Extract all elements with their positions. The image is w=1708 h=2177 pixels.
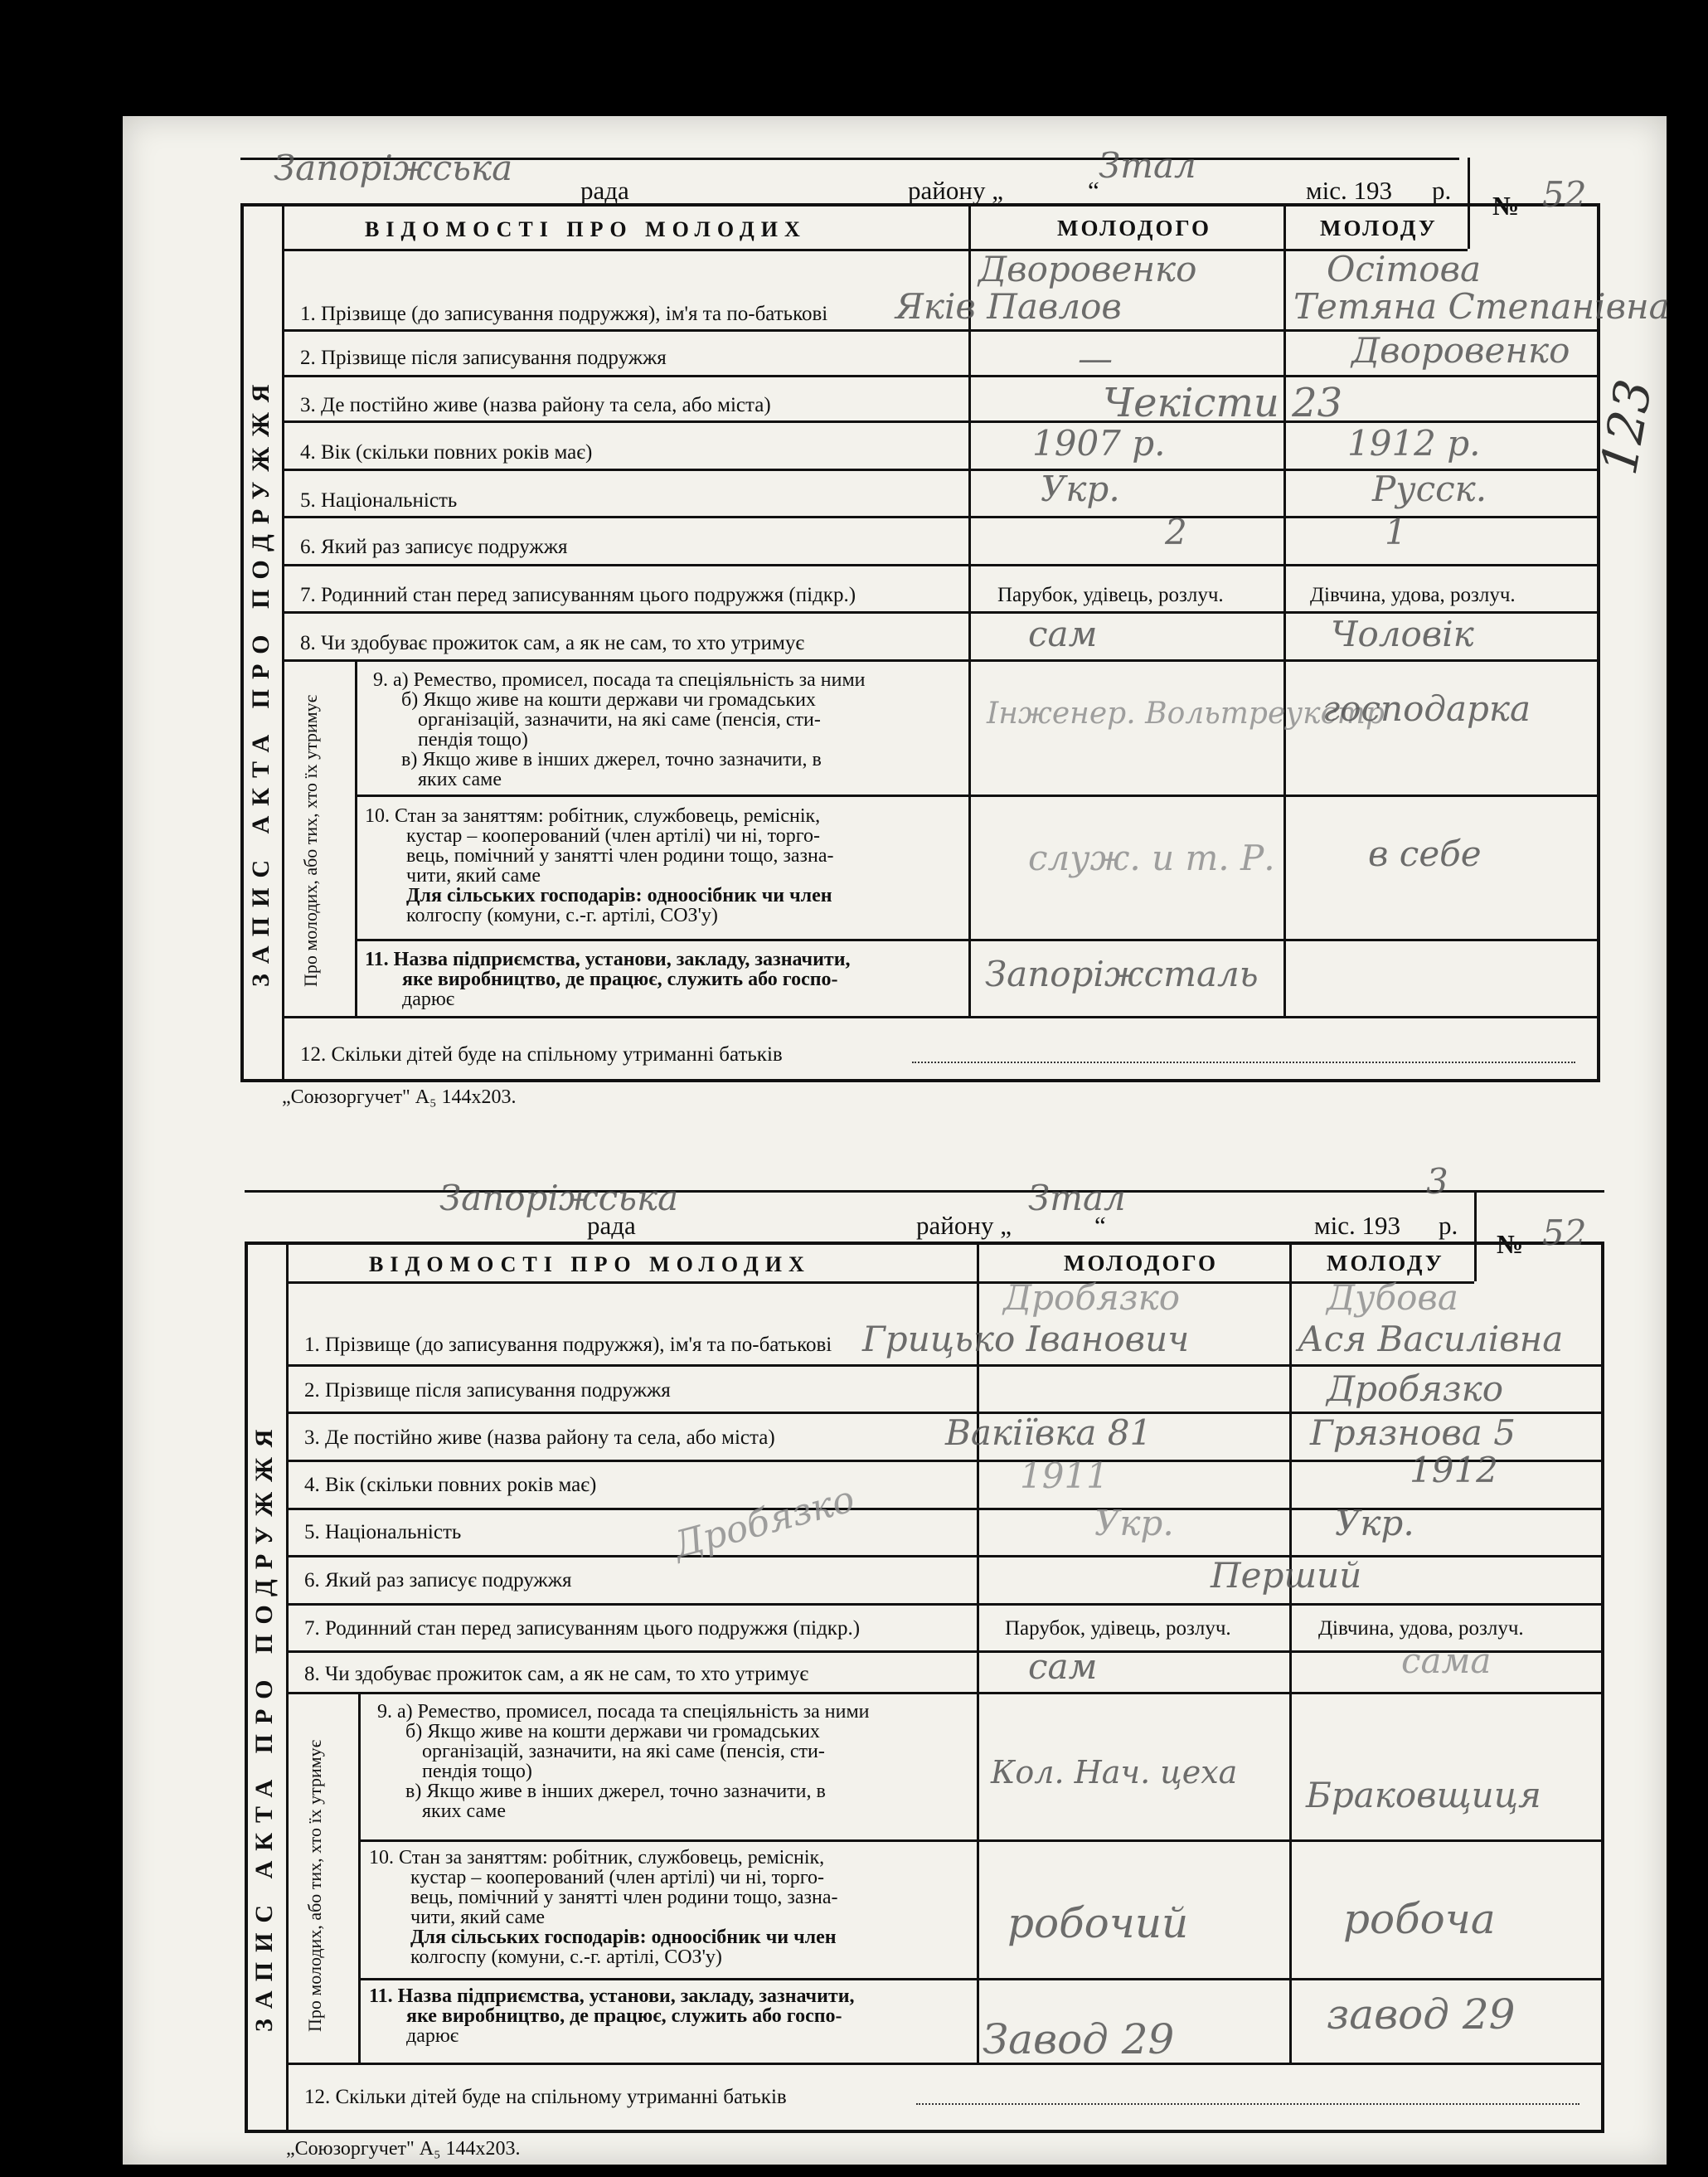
hand-bride-name: Тетяна Степанівна — [1293, 286, 1670, 327]
hand-bride-workplace: завод 29 — [1327, 1990, 1516, 2039]
number-label: № — [1497, 1229, 1524, 1259]
hand-margin-number: 123 — [1589, 375, 1664, 479]
row-2-label: 2. Прізвище після записування подружжя — [304, 1379, 671, 1402]
hand-groom-occupation: Кол. Нач. цеха — [991, 1754, 1238, 1791]
hand-bride-surname: Дубова — [1327, 1277, 1458, 1318]
hand-address: Чекісти 23 — [1103, 380, 1343, 426]
row-5-label: 5. Національність — [304, 1521, 462, 1543]
row-7-groom-options: Парубок, удівець, розлуч. — [1005, 1617, 1231, 1640]
row-rule — [282, 1016, 1600, 1018]
hand-number: 52 — [1542, 174, 1587, 215]
hand-bride-name: Ася Василівна — [1298, 1319, 1564, 1359]
row-10-label: 10. Стан за заняттям: робітник, службовець, реміснік, кустар – кооперований (член артілі) чи ні, торго- вець, помічний у занятті член родини тощо, зазна- чити, який саме Для сільських господарів: одноосібник чи член колгоспу (комуни, с.-г. артілі, СОЗ'у) — [369, 1847, 838, 1968]
hand-groom-occupation: Інженер. Вольтреукстр — [987, 697, 1385, 731]
row-9-label: 9. а) Ремество, промисел, посада та спеціяльність за ними б) Якщо живе на кошти держави чи громадських організацій, зазначити, на які саме (пенсія, сти- пендія тощо) в) Якщо живе в інших джерел, точно зазначити, в яких саме — [377, 1701, 870, 1822]
row-12-label: 12. Скільки дітей буде на спільному утриманні батьків — [304, 2086, 787, 2108]
row-3-label: 3. Де постійно живе (назва району та села, або міста) — [304, 1426, 775, 1449]
sub-column-divider — [355, 659, 357, 1016]
year-suffix: р. — [1432, 176, 1452, 205]
hand-groom-nationality: Укр. — [1041, 469, 1120, 509]
side-column-divider — [286, 1242, 289, 2133]
row-rule — [358, 1839, 1604, 1842]
row-10-label: 10. Стан за заняттям: робітник, службовець, реміснік, кустар – кооперований (член артілі) чи ні, торго- вець, помічний у занятті член родини тощо, зазна- чити, який саме Для сільських господарів: одноосібник чи член колгоспу (комуни, с.-г. артілі, СОЗ'у) — [365, 805, 834, 926]
hand-faint-stamp: Дробязко — [669, 1477, 859, 1567]
hand-number: 52 — [1542, 1212, 1587, 1253]
hand-bride-status: робоча — [1343, 1895, 1496, 1943]
row-rule — [286, 1281, 1474, 1284]
row-12-dotted-line — [916, 2103, 1579, 2105]
month-close-quote: “ — [1088, 176, 1099, 205]
row-9-label: 9. а) Ремество, промисел, посада та спеціяльність за ними б) Якщо живе на кошти держави чи громадських організацій, зазначити, на які саме (пенсія, сти- пендія тощо) в) Якщо живе в інших джерел, точно зазначити, в яких саме — [373, 669, 866, 790]
row-rule — [286, 1555, 1604, 1557]
side-subtitle: Про молодих, або тих, хто їх утримує — [300, 694, 321, 987]
row-rule — [355, 939, 1600, 941]
hand-bride-nationality: Русск. — [1372, 469, 1487, 509]
row-1-label: 1. Прізвище (до записування подружжя), ім'я та по-батькові — [300, 303, 828, 325]
hand-groom-support: сам — [1028, 614, 1098, 654]
row-7-label: 7. Родинний стан перед записуванням цього подружжя (підкр.) — [300, 584, 856, 606]
hand-groom-workplace: Запоріжсталь — [985, 954, 1259, 994]
hand-bride-occupation: Браковщиця — [1306, 1775, 1541, 1815]
groom-column-header: МОЛОДОГО — [1064, 1251, 1218, 1276]
row-rule — [286, 1460, 1604, 1462]
hand-times-married: Перший — [1211, 1555, 1362, 1596]
side-title: ЗАПИС АКТА ПРО ПОДРУЖЖЯ — [250, 1419, 278, 2032]
groom-column-header: МОЛОДОГО — [1057, 216, 1211, 241]
row-2-label: 2. Прізвище після записування подружжя — [300, 347, 667, 369]
row-3-label: 3. Де постійно живе (назва району та села, або міста) — [300, 394, 771, 416]
row-12-label: 12. Скільки дітей буде на спільному утриманні батьків — [300, 1043, 783, 1066]
hand-bride-status: в себе — [1368, 833, 1482, 874]
row-rule — [282, 564, 1600, 566]
hand-groom-name: Яків Павлов — [895, 286, 1122, 327]
hand-groom-surname: Дробязко — [1003, 1277, 1181, 1318]
row-rule — [286, 1364, 1604, 1367]
side-title: ЗАПИС АКТА ПРО ПОДРУЖЖЯ — [247, 374, 274, 987]
hand-district: Зтал — [1028, 1178, 1126, 1218]
hand-groom-nationality: Укр. — [1094, 1503, 1174, 1543]
hand-groom-new-surname: — — [1078, 338, 1113, 379]
hand-groom-status: служ. и т. Р. — [1028, 838, 1275, 878]
hand-groom-age: 1911 — [1020, 1455, 1109, 1496]
rayonu-label: району „ — [916, 1211, 1012, 1240]
printer-mark: „Союзоргучет" А₅ 144х203. — [282, 1086, 517, 1108]
month-close-quote: “ — [1094, 1211, 1106, 1240]
hand-bride-times: 1 — [1385, 512, 1407, 552]
hand-month: 3 — [1426, 1161, 1448, 1202]
rada-label: рада — [580, 176, 629, 205]
row-7-groom-options: Парубок, удівець, розлуч. — [997, 584, 1224, 606]
hand-groom-age: 1907 р. — [1032, 423, 1166, 464]
rayonu-label: району „ — [908, 176, 1003, 205]
row-7-label: 7. Родинний стан перед записуванням цього подружжя (підкр.) — [304, 1617, 861, 1640]
bride-column-divider — [1283, 203, 1286, 1016]
row-rule — [282, 375, 1600, 377]
hand-groom-support: сам — [1028, 1646, 1098, 1687]
bride-column-header: МОЛОДУ — [1320, 216, 1438, 241]
hand-groom-surname: Дворовенко — [978, 249, 1197, 289]
column-title: ВІДОМОСТІ ПРО МОЛОДИХ — [365, 217, 807, 241]
row-1-label: 1. Прізвище (до записування подружжя), ім'я та по-батькові — [304, 1334, 832, 1356]
row-6-label: 6. Який раз записує подружжя — [300, 536, 568, 558]
row-11-label: 11. Назва підприємства, установи, закладу, зазначити, яке виробництво, де працює, служить або госпо- дарює — [369, 1985, 855, 2047]
row-4-label: 4. Вік (скільки повних років має) — [304, 1474, 597, 1496]
hand-district: Зтал — [1099, 145, 1196, 186]
row-rule — [282, 659, 1600, 662]
hand-bride-address: Грязнова 5 — [1310, 1412, 1516, 1453]
year-suffix: р. — [1439, 1211, 1458, 1240]
row-6-label: 6. Який раз записує подружжя — [304, 1569, 572, 1591]
row-5-label: 5. Національність — [300, 489, 458, 512]
side-column-divider — [282, 203, 284, 1082]
row-rule — [358, 1978, 1604, 1980]
column-title: ВІДОМОСТІ ПРО МОЛОДИХ — [369, 1252, 811, 1276]
sub-column-divider — [358, 1692, 361, 2063]
hand-bride-support: сама — [1401, 1640, 1492, 1681]
printer-mark: „Союзоргучет" А₅ 144х203. — [286, 2138, 521, 2160]
hand-council: Запоріжська — [439, 1178, 679, 1218]
side-subtitle: Про молодих, або тих, хто їх утримує — [304, 1739, 325, 2032]
hand-groom-status: робочий — [1007, 1899, 1189, 1947]
row-7-bride-options: Дівчина, удова, розлуч. — [1318, 1617, 1524, 1640]
row-rule — [286, 2063, 1604, 2065]
row-rule — [286, 1603, 1604, 1606]
row-7-bride-options: Дівчина, удова, розлуч. — [1310, 584, 1516, 606]
hand-bride-occupation: господарка — [1322, 688, 1531, 729]
header-right-divider — [1468, 203, 1470, 249]
row-rule — [282, 249, 1468, 251]
hand-council: Запоріжська — [274, 148, 513, 188]
number-label: № — [1492, 191, 1520, 221]
hand-bride-new-surname: Дворовенко — [1351, 330, 1570, 371]
row-8-label: 8. Чи здобуває прожиток сам, а як не сам, то хто утримує — [300, 632, 805, 654]
bride-column-header: МОЛОДУ — [1327, 1251, 1444, 1276]
row-rule — [355, 795, 1600, 797]
hand-groom-workplace: Завод 29 — [983, 2015, 1175, 2063]
hand-groom-times: 2 — [1165, 512, 1187, 552]
mis-label: міс. 193 — [1306, 176, 1392, 205]
row-rule — [286, 1692, 1604, 1694]
rada-label: рада — [587, 1211, 636, 1240]
hand-bride-age: 1912 р. — [1347, 423, 1481, 464]
hand-bride-nationality: Укр. — [1335, 1503, 1414, 1543]
row-4-label: 4. Вік (скільки повних років має) — [300, 441, 593, 464]
mis-label: міс. 193 — [1314, 1211, 1400, 1240]
row-8-label: 8. Чи здобуває прожиток сам, а як не сам, то хто утримує — [304, 1663, 809, 1685]
hand-bride-support: Чоловік — [1331, 614, 1474, 654]
hand-bride-new-surname: Дробязко — [1327, 1368, 1504, 1409]
hand-bride-age: 1912 — [1410, 1450, 1498, 1490]
hand-bride-surname: Осітова — [1327, 249, 1481, 289]
row-11-label: 11. Назва підприємства, установи, закладу, зазначити, яке виробництво, де працює, служить або госпо- дарює — [365, 949, 851, 1010]
hand-groom-address: Вакіївка 81 — [945, 1412, 1152, 1453]
row-12-dotted-line — [912, 1062, 1575, 1063]
hand-groom-name: Грицько Іванович — [862, 1319, 1190, 1359]
